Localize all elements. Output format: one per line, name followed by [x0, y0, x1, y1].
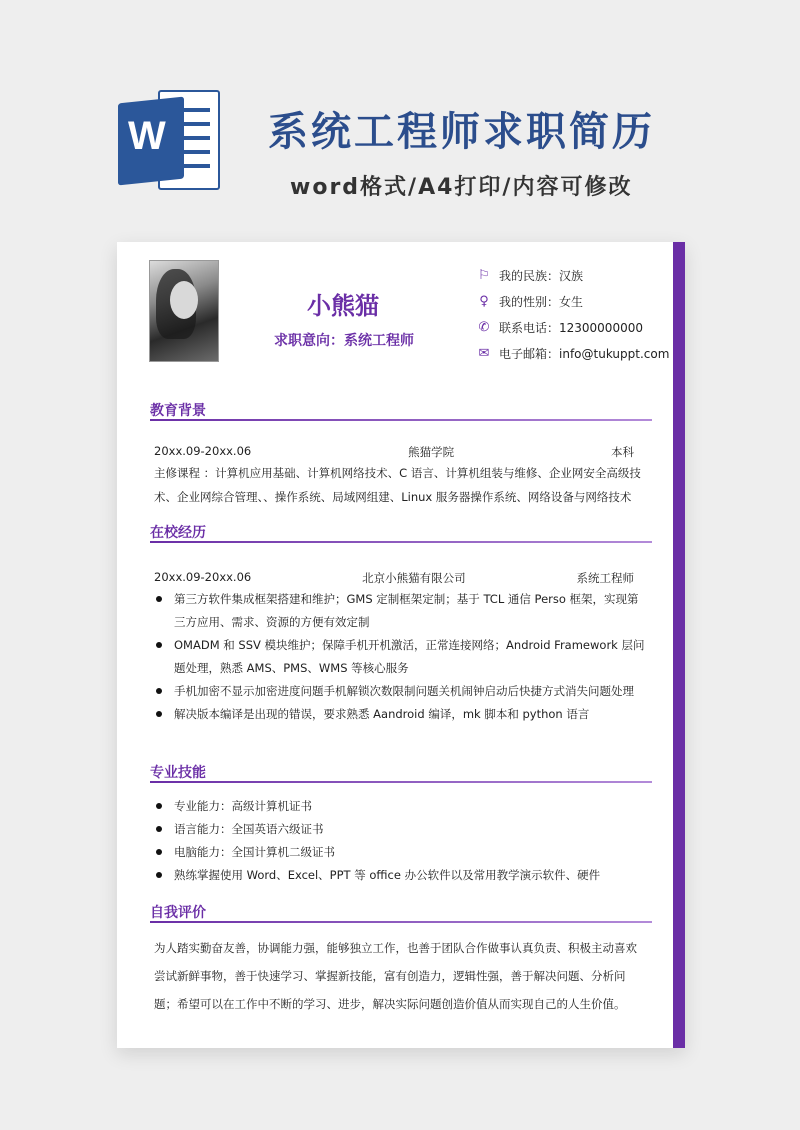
info-ethnicity [477, 267, 583, 284]
info-text: 电子邮箱：info@tukuppt.com [499, 347, 670, 361]
info-email [477, 345, 669, 362]
phone-icon: ✆ [478, 319, 490, 335]
resume-paper [117, 242, 685, 1048]
photo-face-shape [170, 281, 198, 319]
info-text: 联系电话：12300000000 [499, 321, 643, 335]
experience-position: 系统工程师 [576, 571, 634, 585]
section-divider [150, 921, 652, 923]
section-title-self-evaluation: 自我评价 [150, 905, 206, 921]
banner-subtitle: word格式/A4打印/内容可修改 [290, 175, 633, 200]
list-item: 电脑能力：全国计算机二级证书 [154, 841, 648, 864]
info-phone [477, 319, 643, 336]
list-item: 解决版本编译是出现的错误，要求熟悉 Aandroid 编译，mk 脚本和 python 语言 [154, 703, 648, 726]
list-item: 专业能力：高级计算机证书 [154, 795, 648, 818]
list-item: 手机加密不显示加密进度问题手机解锁次数限制问题关机闹钟启动后快捷方式消失问题处理 [154, 680, 648, 703]
list-item: 熟练掌握使用 Word、Excel、PPT 等 office 办公软件以及常用教学演示软件、硬件 [154, 864, 648, 887]
word-letter: W [128, 114, 166, 158]
job-intent: 求职意向：系统工程师 [274, 333, 414, 349]
self-evaluation-text: 为人踏实勤奋友善，协调能力强，能够独立工作，也善于团队合作做事认真负责、积极主动喜欢尝试新鲜事物，善于快速学习、掌握新技能，富有创造力，逻辑性强，善于解决问题、分析问题；希望可以在工作中不断的学习、进步，解决实际问题创造价值从而实现自己的人生价值。 [154, 941, 637, 1011]
info-gender [477, 293, 583, 310]
info-text: 我的民族：汉族 [499, 269, 584, 283]
education-degree: 本科 [611, 445, 634, 459]
list-item: OMADM 和 SSV 模块维护；保障手机开机激活，正常连接网络；Android Framework 层问题处理，熟悉 AMS、PMS、WMS 等核心服务 [154, 634, 648, 680]
flag-icon: ⚐ [478, 267, 490, 283]
section-title-education: 教育背景 [150, 403, 206, 419]
list-item: 语言能力：全国英语六级证书 [154, 818, 648, 841]
word-icon [118, 82, 228, 202]
experience-company: 北京小熊猫有限公司 [362, 571, 466, 585]
avatar-photo [149, 260, 219, 362]
experience-list [154, 588, 648, 726]
experience-row [154, 570, 634, 586]
section-divider [150, 781, 652, 783]
education-period: 20xx.09-20xx.06 [154, 444, 252, 458]
education-courses: 主修课程 ：计算机应用基础、计算机网络技术、C 语言、计算机组装与维修、企业网安全高级技术、企业网综合管理、、操作系统、局域网组建、Linux 服务器操作系统、网络设备与网络技术 [154, 466, 641, 504]
education-school: 熊猫学院 [408, 445, 455, 459]
education-row [154, 444, 634, 460]
accent-side-bar [673, 242, 685, 1048]
section-title-skills: 专业技能 [150, 765, 206, 781]
info-text: 我的性别：女生 [499, 295, 584, 309]
experience-period: 20xx.09-20xx.06 [154, 570, 252, 584]
candidate-name: 小熊猫 [307, 292, 379, 320]
section-title-experience: 在校经历 [150, 525, 206, 541]
banner-title: 系统工程师求职简历 [268, 109, 655, 155]
section-divider [150, 419, 652, 421]
female-icon: ♀ [479, 293, 489, 309]
list-item: 第三方软件集成框架搭建和维护；GMS 定制框架定制；基于 TCL 通信 Perso 框架，实现第三方应用、需求、资源的方便有效定制 [154, 588, 648, 634]
section-divider [150, 541, 652, 543]
skills-list [154, 795, 648, 887]
mail-icon: ✉ [478, 345, 490, 361]
